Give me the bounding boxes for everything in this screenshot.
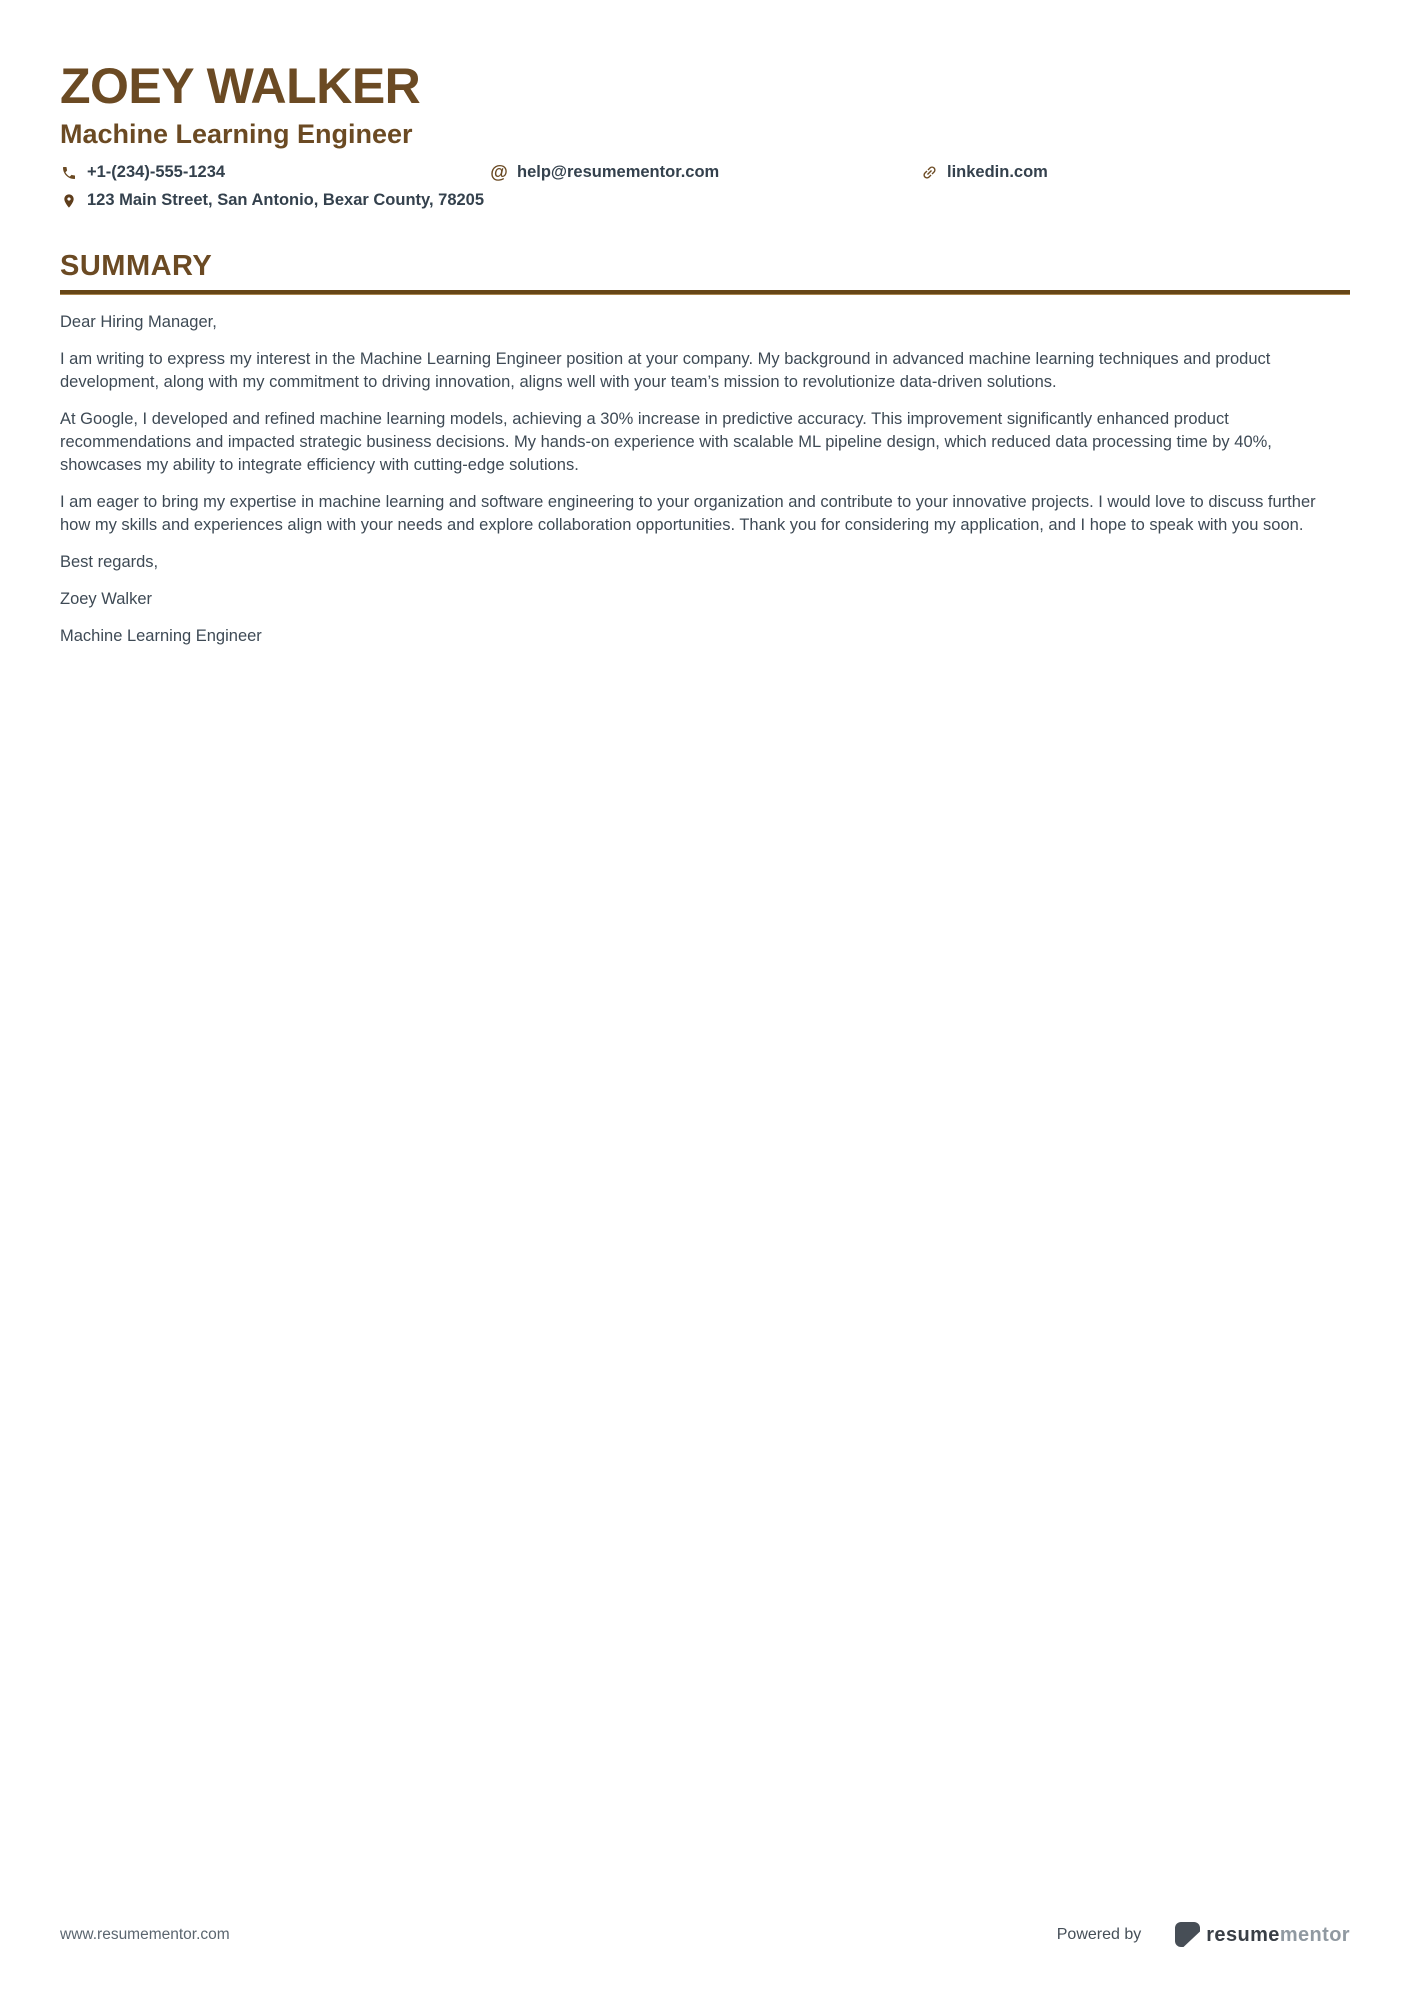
link-icon	[920, 164, 938, 182]
email-address: help@resumementor.com	[517, 163, 720, 181]
header	[60, 60, 1350, 210]
paragraph-3: I am eager to bring my expertise in machine learning and software engineering to your organization and contribute to your innovative projects. I would love to discuss further how my skills and experiences align with your needs and explore collaboration opportunities. Thank you for considering my application, and I hope to speak with you soon.	[60, 493, 1316, 534]
closing: Best regards,	[60, 553, 159, 571]
cover-letter-page	[0, 0, 1410, 648]
powered-by-label: Powered by	[1056, 1925, 1142, 1943]
at-icon: @	[490, 162, 508, 182]
signature-title: Machine Learning Engineer	[60, 627, 262, 645]
brand-wordmark	[1206, 1925, 1350, 1945]
linkedin-url: linkedin.com	[947, 163, 1048, 181]
address-text: 123 Main Street, San Antonio, Bexar County, 78205	[87, 191, 485, 209]
salutation: Dear Hiring Manager,	[60, 313, 217, 331]
summary-heading: SUMMARY	[60, 250, 213, 282]
address-contact	[60, 191, 1350, 210]
phone-contact[interactable]	[60, 163, 490, 182]
contact-info	[60, 163, 1350, 210]
brand-word-mentor: mentor	[1279, 1923, 1350, 1946]
map-pin-icon	[60, 192, 78, 210]
summary-section	[60, 250, 1350, 648]
candidate-name: ZOEY WALKER	[60, 58, 421, 114]
powered-by-brand[interactable]	[1057, 1922, 1350, 1947]
section-divider	[60, 290, 1350, 295]
paragraph-1: I am writing to express my interest in the Machine Learning Engineer position at your company. My background in advanced machine learning techniques and product development, along with my commitment to driving innovation, aligns well with your team’s mission to revolutionize data-driven solutions.	[60, 350, 1271, 391]
website-link[interactable]: www.resumementor.com	[60, 1925, 230, 1943]
linkedin-contact[interactable]	[920, 163, 1350, 182]
page-footer	[60, 1922, 1350, 1947]
brand-word-resume: resume	[1206, 1923, 1280, 1946]
paragraph-2: At Google, I developed and refined machine learning models, achieving a 30% increase in predictive accuracy. This improvement significantly enhanced product recommendations and impacted strategic business decisions. My hands-on experience with scalable ML pipeline design, which reduced data processing time by 40%, showcases my ability to integrate efficiency with cutting-edge solutions.	[60, 410, 1272, 474]
phone-icon	[60, 164, 78, 182]
resumementor-mark-icon	[1175, 1922, 1200, 1947]
signature-name: Zoey Walker	[60, 590, 152, 608]
email-contact[interactable]	[490, 163, 920, 182]
phone-number: +1-(234)-555-1234	[87, 163, 226, 181]
letter-body	[60, 311, 1350, 648]
candidate-title: Machine Learning Engineer	[60, 119, 413, 149]
resumementor-logo	[1175, 1922, 1350, 1947]
